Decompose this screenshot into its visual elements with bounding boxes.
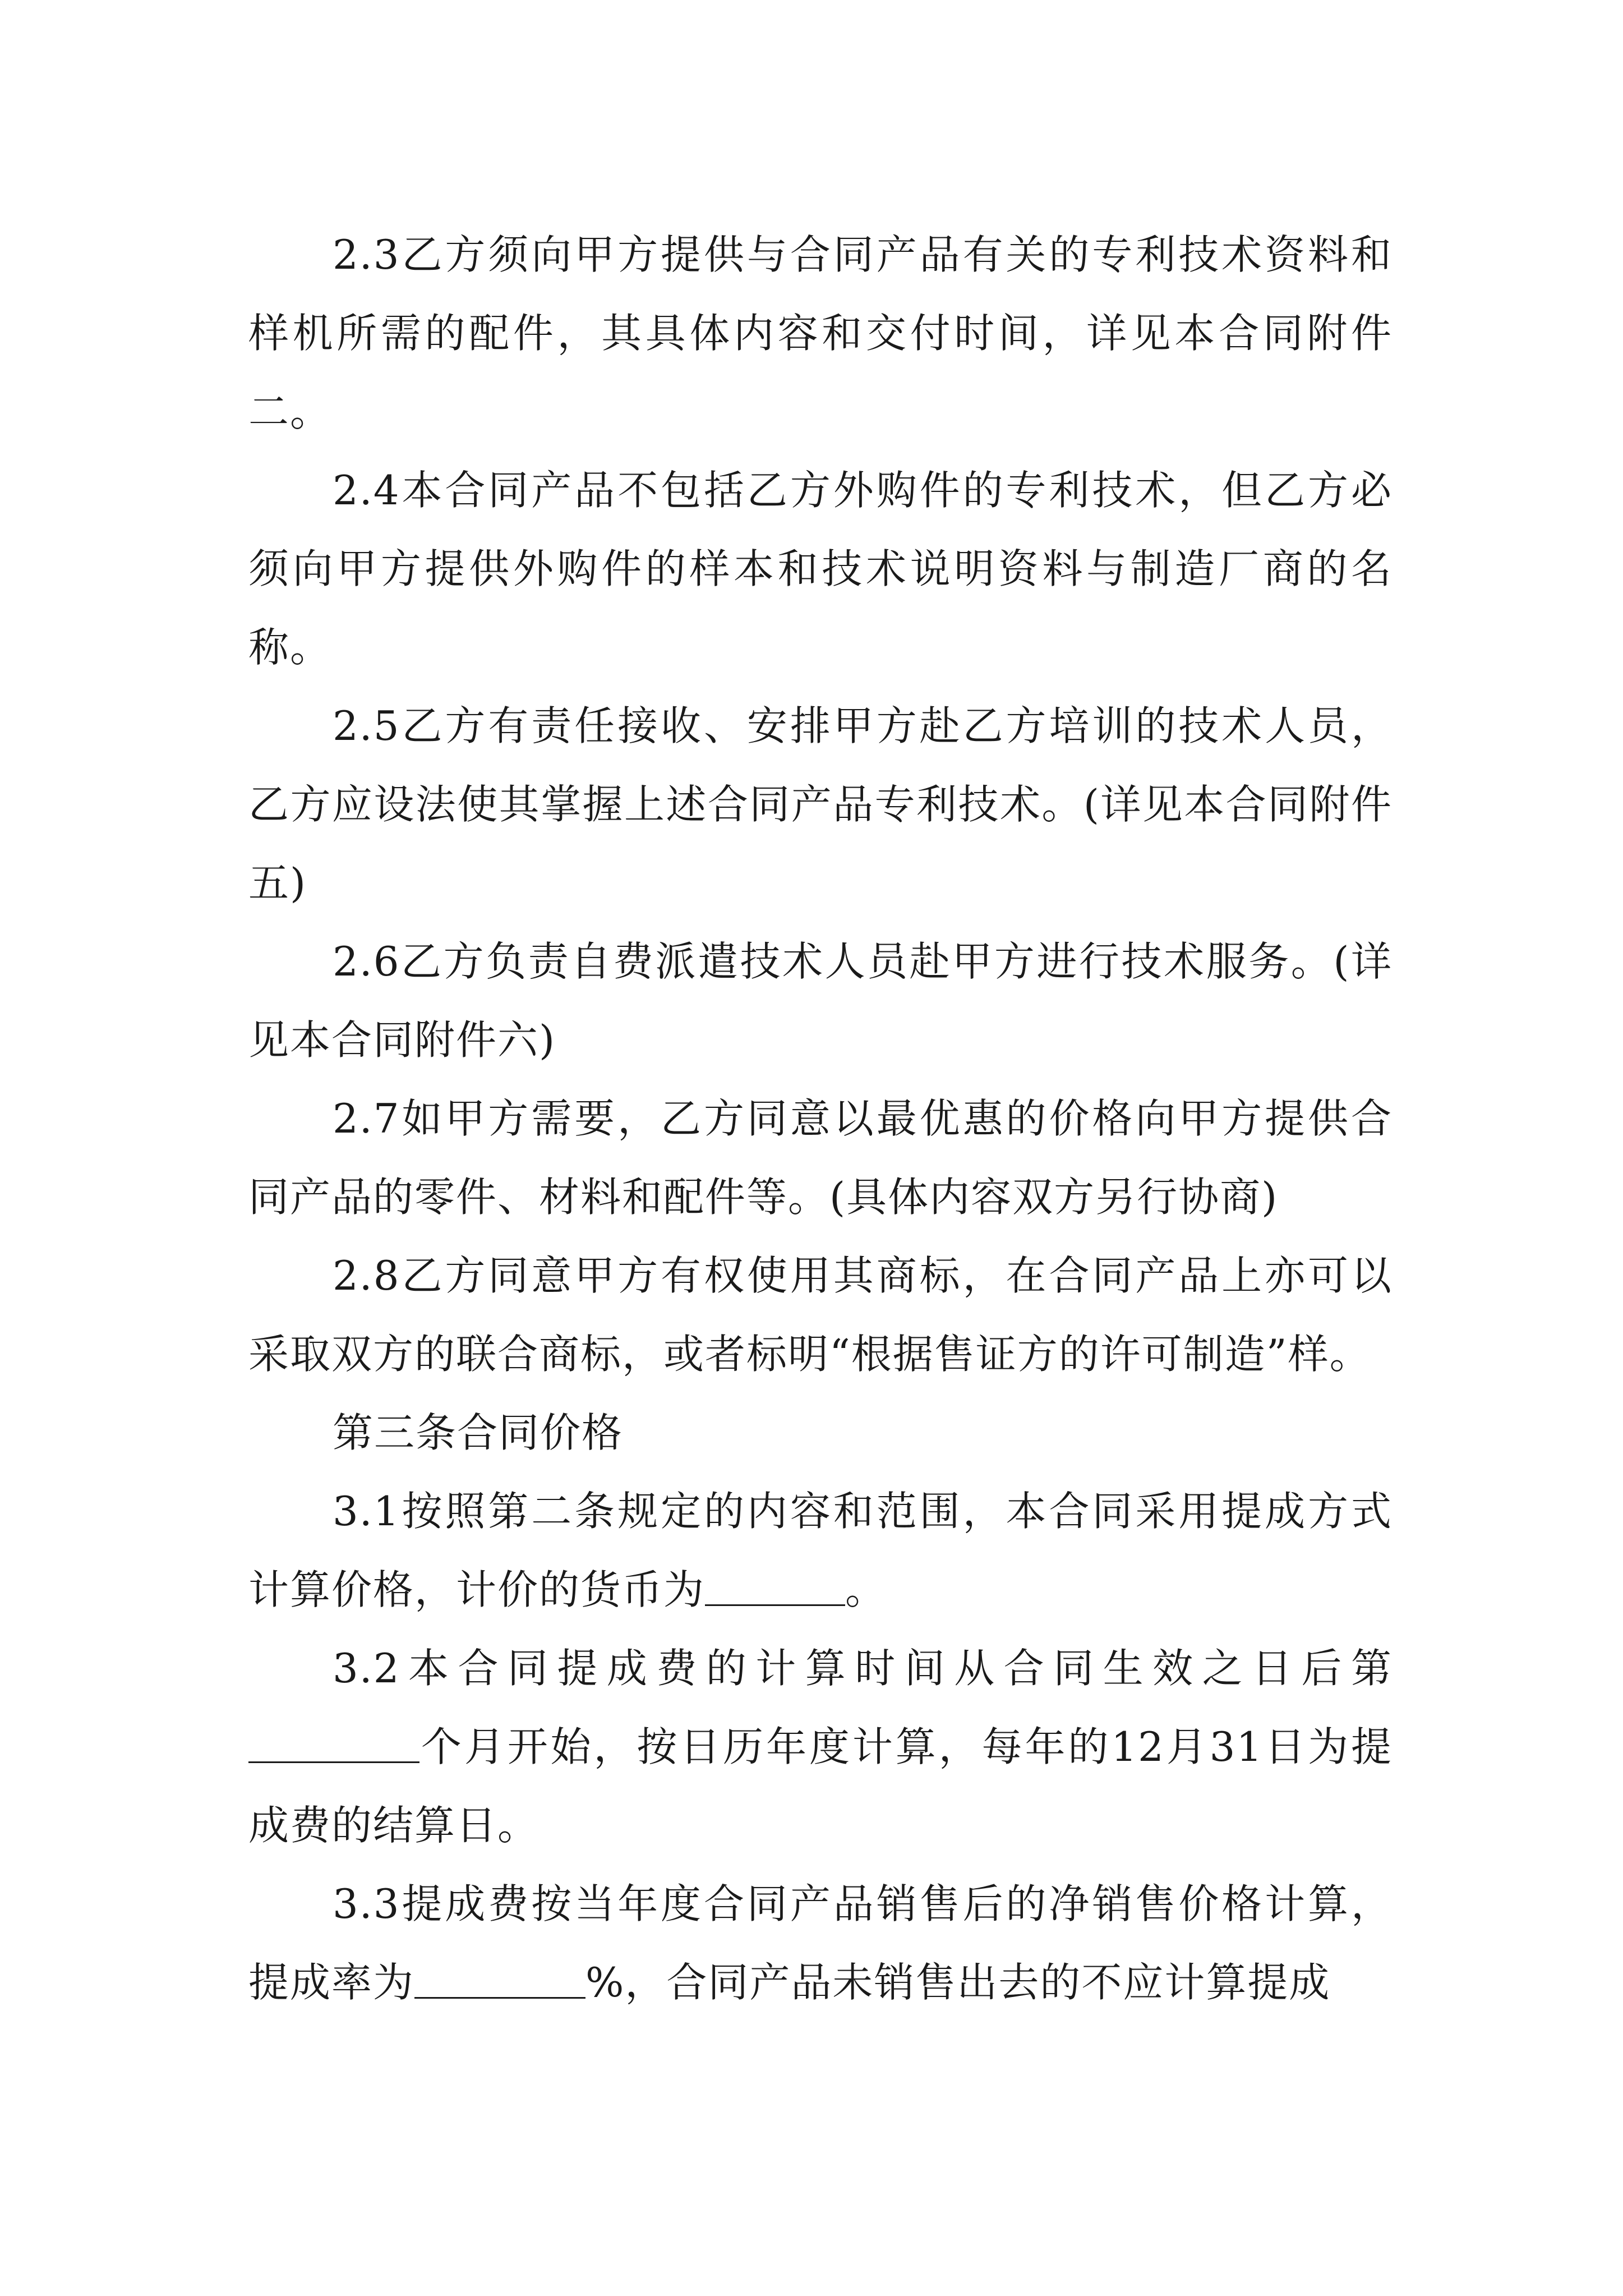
paragraph-2-6: 2.6乙方负责自费派遣技术人员赴甲方进行技术服务。(详见本合同附件六) [248, 938, 1393, 1064]
document-body [248, 215, 1393, 2022]
paragraph-3-3-text: 3.3提成费按当年度合同产品销售后的净销售价格计算，提成率为 [248, 1880, 1393, 2006]
paragraph-3-3 [248, 1865, 1393, 2022]
currency-blank [705, 1566, 845, 1605]
month-count-blank [248, 1723, 419, 1763]
royalty-rate-blank [414, 1958, 585, 1998]
paragraph-3-1-end: 。 [845, 1566, 887, 1613]
paragraph-2-4: 2.4本合同产品不包括乙方外购件的专利技术，但乙方必须向甲方提供外购件的样本和技术说明资料与制造厂商的名称。 [248, 467, 1393, 671]
article-3-heading: 第三条合同价格 [333, 1409, 624, 1456]
paragraph-3-3-end: %，合同产品未销售出去的不应计算提成 [585, 1959, 1331, 2006]
paragraph-3-1-text: 3.1按照第二条规定的内容和范围，本合同采用提成方式计算价格，计价的货币为 [248, 1488, 1393, 1613]
paragraph-3-2 [248, 1629, 1393, 1865]
paragraph-3-2-end: 个月开始，按日历年度计算，每年的12月31日为提成费的结算日。 [248, 1723, 1393, 1849]
paragraph-3-2-text: 3.2本合同提成费的计算时间从合同生效之日后第 [333, 1645, 1393, 1692]
paragraph-2-3: 2.3乙方须向甲方提供与合同产品有关的专利技术资料和样机所需的配件，其具体内容和交付时间，详见本合同附件二。 [248, 231, 1393, 435]
paragraph-3-1 [248, 1472, 1393, 1629]
paragraph-2-8: 2.8乙方同意甲方有权使用其商标，在合同产品上亦可以采取双方的联合商标，或者标明“根据售证方的许可制造”样。 [248, 1252, 1393, 1378]
paragraph-2-7: 2.7如甲方需要，乙方同意以最优惠的价格向甲方提供合同产品的零件、材料和配件等。(具体内容双方另行协商) [248, 1095, 1393, 1221]
paragraph-2-5: 2.5乙方有责任接收、安排甲方赴乙方培训的技术人员，乙方应设法使其掌握上述合同产品专利技术。(详见本合同附件五) [248, 702, 1393, 907]
